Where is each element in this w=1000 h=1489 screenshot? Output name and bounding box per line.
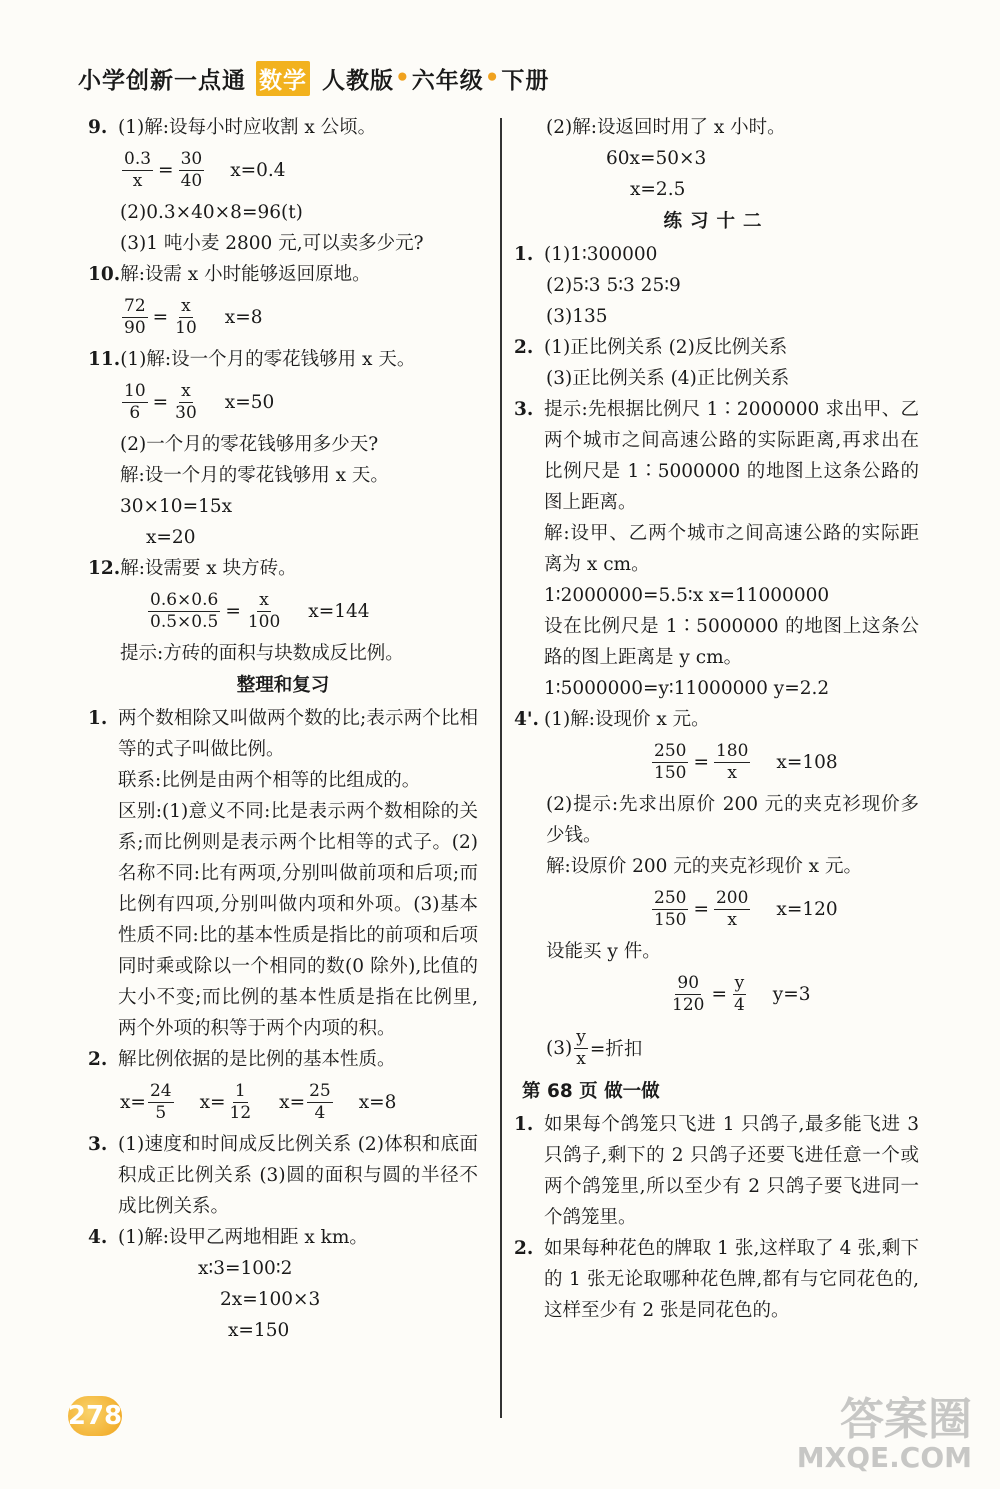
site-watermark: 答案圈 MXQE.COM (796, 1394, 972, 1474)
answer-9-part-3: (3)1 吨小麦 2800 元,可以卖多少元? (120, 233, 424, 254)
equation-row: (3) $\frac{y}{x}$ =折扣 (546, 1026, 643, 1069)
dot-separator: • (484, 65, 501, 91)
equation-row: $\frac{250}{150}$ = $\frac{180}{x}$ x=108 (654, 740, 838, 783)
answer-12: 12.解:设需要 x 块方砖。 (88, 558, 297, 579)
review-answer-2: 2. 解比例依据的是比例的基本性质。 (88, 1049, 396, 1070)
review-answer-3: 3. (1)速度和时间成反比例关系 (2)体积和底面积成正比例关系 (3)圆的面积与圆的半径不成比例关系。 (88, 1134, 478, 1217)
grade-label: 六年级 (411, 67, 484, 94)
exercise-answer-3: 3. 提示:先根据比例尺 1∶2000000 求出甲、乙两个城市之间高速公路的实际距离,再求出在比例尺是 1∶5000000 的地图上这条公路的图上距离。 解:设甲、乙两个城市之间高速公路的实际距离为 x cm。 1∶2000000=5.5∶x x=11000000 设在比例尺是 1∶5000000 的地图上这条公路的图上距离是 y cm。 1∶5000000=y∶11000000 y=2.2 (514, 399, 919, 699)
solution-line: 60x=50×3 (606, 148, 707, 169)
solution-line: 2x=100×3 (220, 1289, 321, 1310)
solution-line: 设能买 y 件。 (546, 941, 661, 962)
equation-row: $\frac{250}{150}$ = $\frac{200}{x}$ x=120 (654, 887, 838, 930)
right-column (514, 112, 919, 1326)
equation-row: x= $\frac{24}{5}$ x= $\frac{1}{12}$ x= $\frac{25}{4}$ x=8 (120, 1080, 397, 1123)
hint-line: (2)提示:先求出原价 200 元的夹克衫现价多少钱。 (546, 794, 919, 846)
edition-label: 人教版 (322, 67, 394, 94)
answer-10: 10.解:设需 x 小时能够返回原地。 (88, 264, 371, 285)
answer-11-part-1: 11.(1)解:设一个月的零花钱够用 x 天。 (88, 349, 416, 370)
solution-line: x=20 (146, 527, 196, 548)
volume-label: 下册 (501, 67, 550, 94)
book-header (78, 58, 549, 98)
solution-line: (2)解:设返回时用了 x 小时。 (546, 117, 786, 138)
practice-answer-1: 1. 如果每个鸽笼只飞进 1 只鸽子,最多能飞进 3 只鸽子,剩下的 2 只鸽子还要飞进任意一个或两个鸽笼里,所以至少有 2 只鸽子要飞进同一个鸽笼里。 (514, 1114, 919, 1228)
section-title: 整理和复习 (236, 675, 330, 696)
solution-line: 解:设一个月的零花钱够用 x 天。 (120, 465, 389, 486)
equation-row: $\frac{0.6\times 0.6}{0.5\times 0.5}$ = $\frac{x}{100}$ x=144 (150, 589, 370, 632)
exercise-answer-line: (3)正比例关系 (4)正比例关系 (546, 368, 790, 389)
section-title: 第 68 页 做一做 (522, 1081, 660, 1102)
exercise-answer-line: (3)135 (546, 306, 608, 327)
equation-row: $\frac{10}{6}$ = $\frac{x}{30}$ x=50 (124, 380, 275, 423)
left-column (88, 112, 478, 1346)
section-title: 练习十二 (663, 211, 770, 232)
exercise-answer-line: (2)5∶3 5∶3 25∶9 (546, 275, 681, 296)
solution-line: 30×10=15x (120, 496, 233, 517)
equation-row: $\frac{0.3}{x}$ = $\frac{30}{40}$ x=0.4 (124, 148, 286, 191)
exercise-answer-2: 2. (1)正比例关系 (2)反比例关系 (514, 337, 788, 358)
series-title: 小学创新一点通 (78, 67, 246, 94)
hint-line: 提示:方砖的面积与块数成反比例。 (120, 643, 404, 664)
solution-line: x∶3=100∶2 (198, 1258, 293, 1279)
solution-line: x=150 (228, 1320, 290, 1341)
subject-badge: 数学 (256, 61, 310, 96)
column-divider (500, 118, 502, 1418)
review-answer-4: 4. (1)解:设甲乙两地相距 x km。 (88, 1227, 368, 1248)
answer-9-part-2: (2)0.3×40×8=96(t) (120, 202, 303, 223)
answer-11-part-2: (2)一个月的零花钱够用多少天? (120, 434, 379, 455)
question-number: 9. (88, 117, 108, 138)
equation-row: $\frac{90}{120}$ = $\frac{y}{4}$ y=3 (672, 972, 811, 1015)
solution-line: x=2.5 (630, 179, 686, 200)
exercise-answer-4: 4'. (1)解:设现价 x 元。 (514, 709, 710, 730)
answer-9-part-1: 9. (1)解:设每小时应收割 x 公顷。 (88, 112, 478, 143)
review-answer-1: 1. 两个数相除又叫做两个数的比;表示两个比相等的式子叫做比例。 联系:比例是由两个相等的比组成的。 区别:(1)意义不同:比是表示两个数相除的关系;而比例则是表示两个比相等的式子。(2)名称不同:比有两项,分别叫做前项和后项;而比例有四项,分别叫做内项和外项。(3)基本性质不同:比的基本性质是指比的前项和后项同时乘或除以一个相同的数(0 除外),比值的大小不变;而比例的基本性质是指在比例里,两个外项的积等于两个内项的积。 (88, 708, 478, 1039)
dot-separator: • (395, 65, 411, 91)
equation-row: $\frac{72}{90}$ = $\frac{x}{10}$ x=8 (124, 295, 263, 338)
page-number: 278 (68, 1396, 122, 1436)
exercise-answer-1: 1. (1)1∶300000 (514, 244, 658, 265)
practice-answer-2: 2. 如果每种花色的牌取 1 张,这样取了 4 张,剩下的 1 张无论取哪种花色牌,都有与它同花色的,这样至少有 2 张是同花色的。 (514, 1238, 919, 1321)
solution-line: 解:设原价 200 元的夹克衫现价 x 元。 (546, 856, 863, 877)
